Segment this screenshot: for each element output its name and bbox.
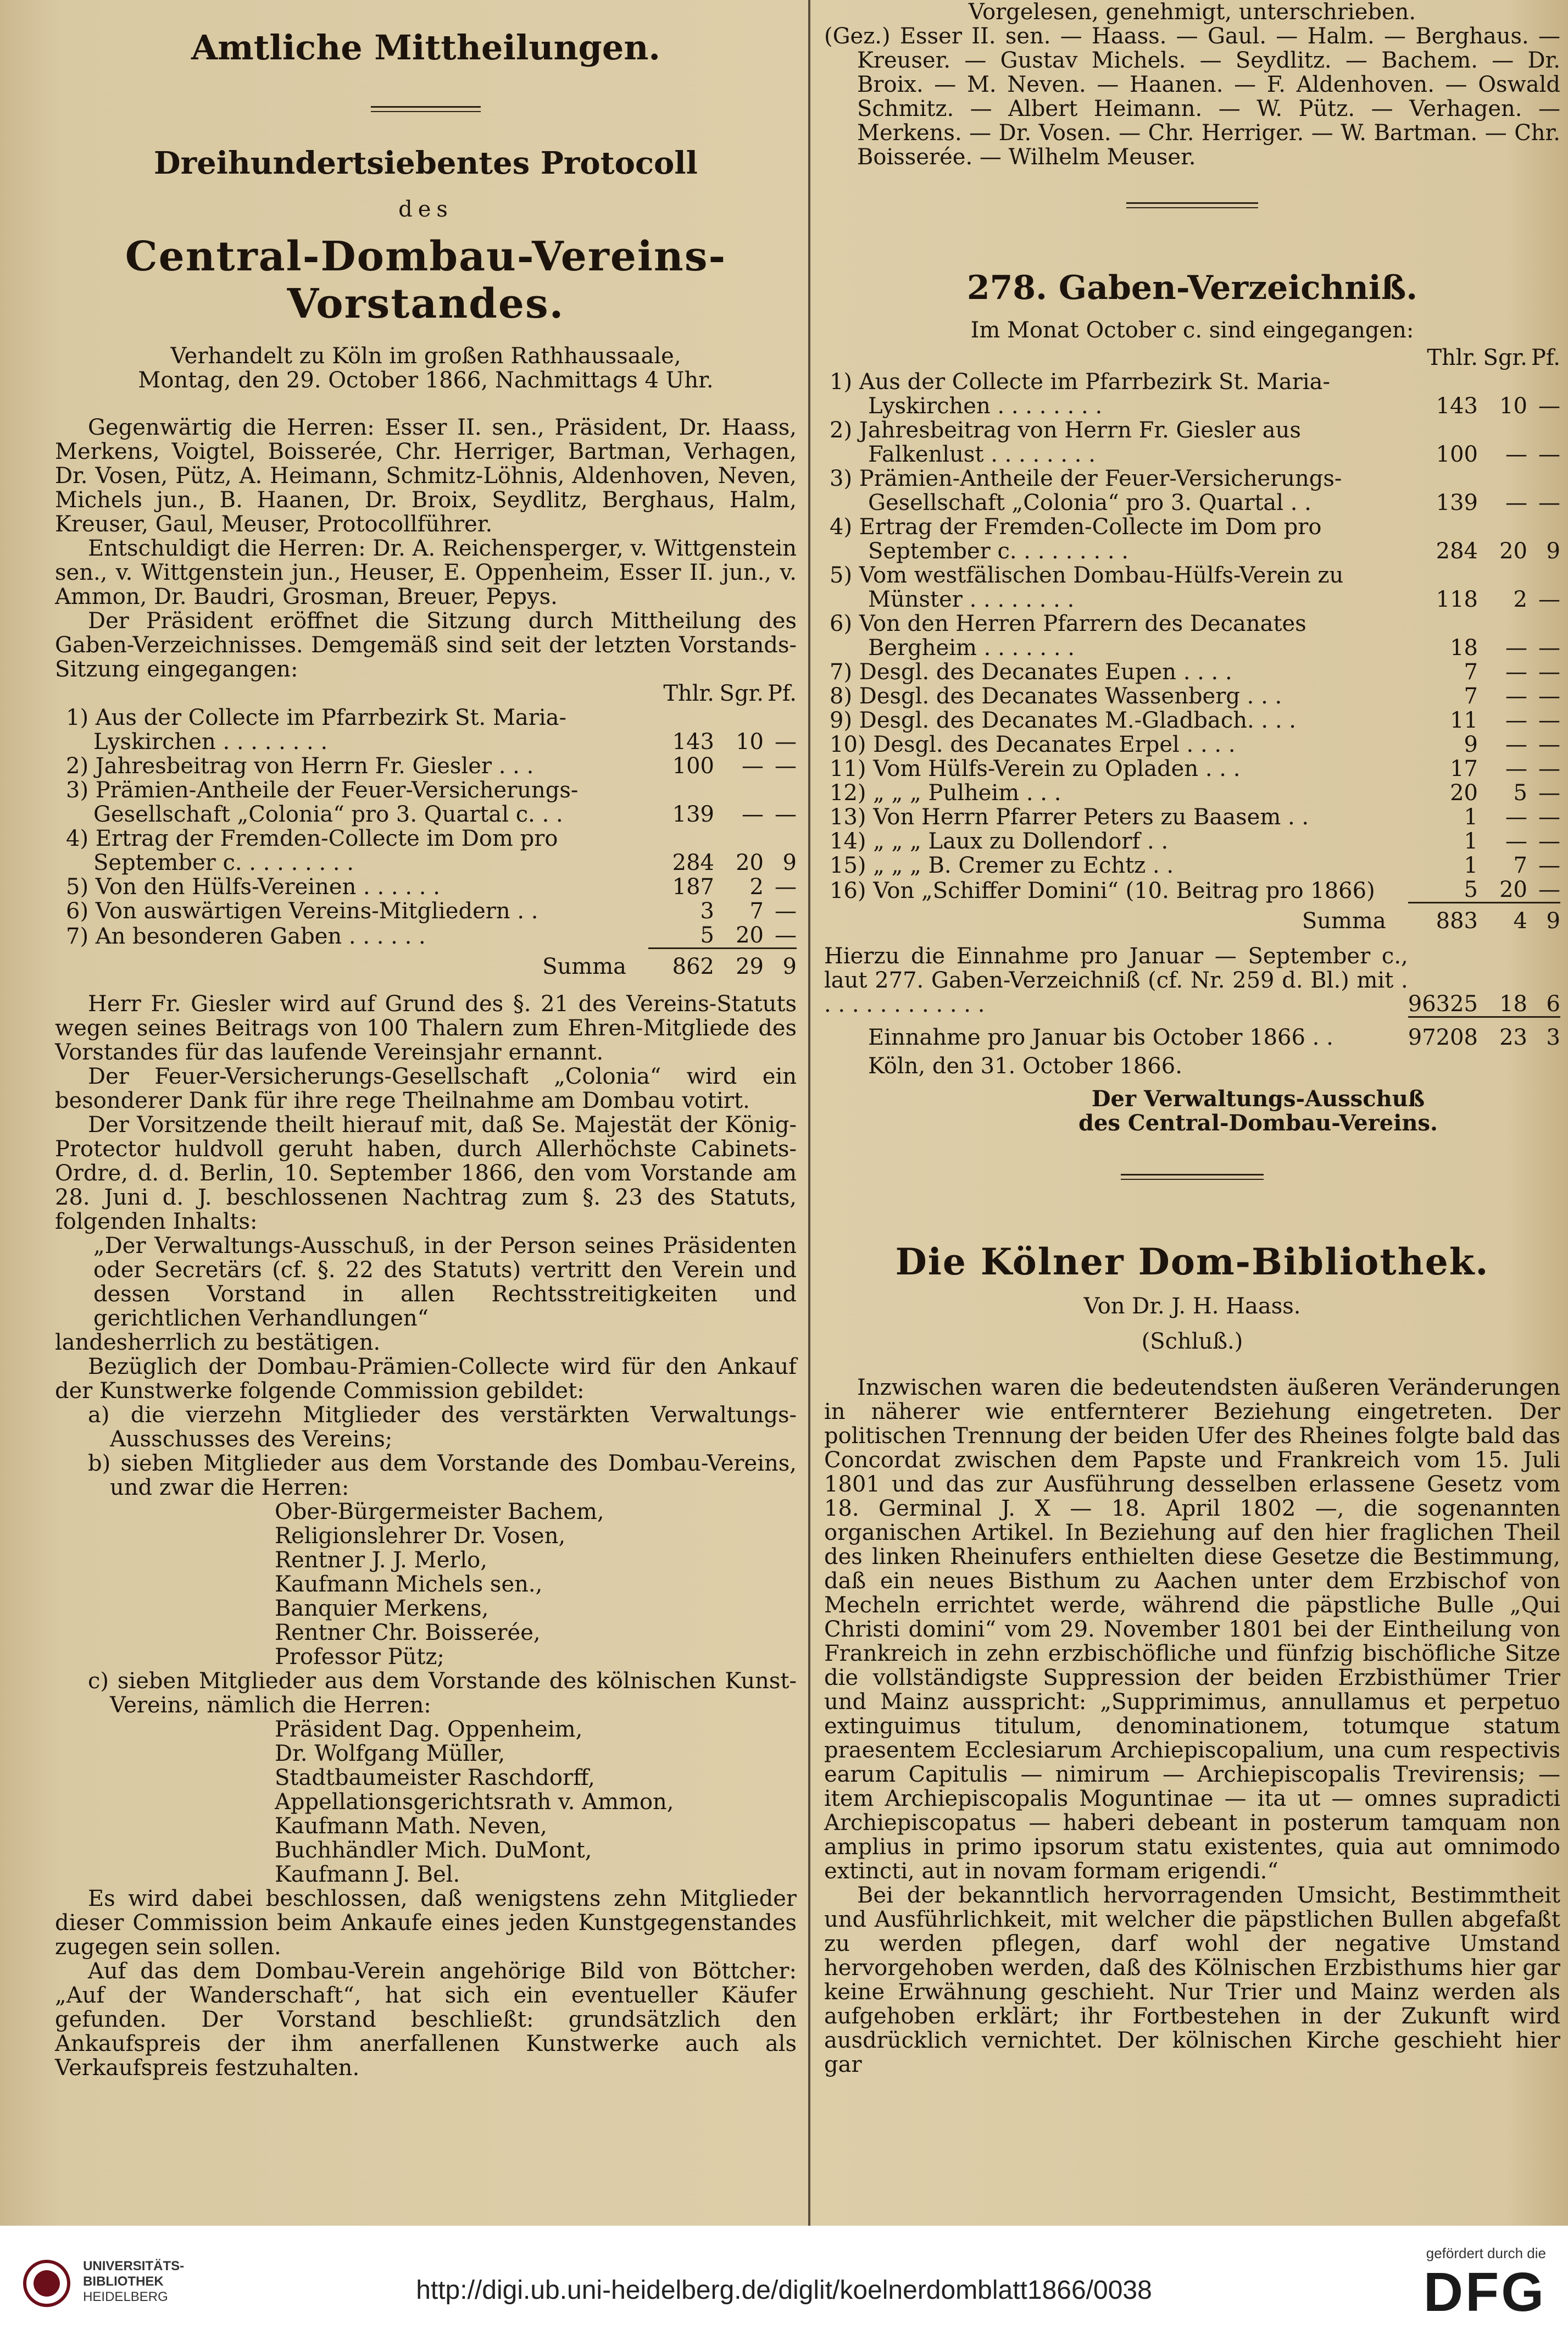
income-table [55,681,797,979]
section-title: Amtliche Mittheilungen. [191,27,660,68]
total-sgr: 23 [1478,1017,1527,1050]
table-row: 11) Vom Hülfs-Verein zu Opladen . . . 17 — — [830,756,1560,781]
list-item: Kaufmann J. Bel. [275,1862,460,1887]
statute-quote-end: landesherrlich zu bestätigen. [55,1330,381,1355]
list-item: Rentner J. J. Merlo, [275,1548,487,1573]
signature-line-2: des Central-Dombau-Vereins. [1078,1110,1438,1136]
names-list-b [275,1500,797,1669]
table-row: 15) „ „ „ B. Cremer zu Echtz . . 1 7 — [830,853,1560,878]
sum-sgr: 4 [1478,903,1527,934]
logo-line-2: BIBLIOTHEK [83,2274,164,2289]
protocol-main-title: Central-Dombau-Vereins-Vorstandes. [125,233,727,328]
article-title: Die Kölner Dom-Bibliothek. [895,1240,1489,1283]
gifts-table [824,346,1560,1050]
table-row: 5) Vom westfälischen Dombau-Hülfs-Verein zu Münster . . . . . . . . 118 2 — [830,563,1560,612]
table-row: 8) Desgl. des Decanates Wassenberg . . . 7 — — [830,684,1560,709]
statute-quote: „Der Verwaltungs-Ausschuß, in der Person seines Präsidenten oder Secretärs (cf. §. 22 des Statuts) vertritt den Verein und dessen Vorstand in allen Rechtsstreitigkeiten und gerichtlichen Verhandlungen“ [93,1233,797,1331]
article-part: (Schluß.) [1141,1328,1243,1354]
header-pf: Pf. [767,681,797,706]
table-row: 1) Aus der Collecte im Pfarrbezirk St. Maria-Lyskirchen . . . . . . . . 143 10 — [830,369,1560,419]
list-item: Dr. Wolfgang Müller, [275,1741,505,1766]
present-paragraph: Gegenwärtig die Herren: Esser II. sen., Präsident, Dr. Haass, Merkens, Voigtel, Boisserée, Chr. Herriger, Bartman, Verhagen, Dr. Vosen, Pütz, A. Heimann, Schmitz-Löhnis, Aldenhoven, Neven, Michels jun., B. Haanen, Dr. Broix, Seydlitz, Berghaus, Halm, Kreuser, Gaul, Meuser, Protocollführer. [55,415,797,537]
prior-thlr: 96325 [1408,991,1478,1017]
left-column [55,0,797,2080]
meeting-place: Verhandelt zu Köln im großen Rathhaussaale, [170,343,681,369]
beschlossen-paragraph: Es wird dabei beschlossen, daß wenigstens zehn Mitglieder dieser Commission beim Ankaufe eines jeden Kunstgegenstandes zugegen sein sollen. [55,1886,797,1960]
table-row: 7) An besonderen Gaben . . . . . . 5 20 — [66,923,797,949]
sum-row [824,903,1560,934]
total-thlr: 97208 [1408,1017,1478,1050]
header-thlr: Thlr. [1427,345,1478,370]
colonia-paragraph: Der Feuer-Versicherungs-Gesellschaft „Colonia“ wird ein besonderer Dank für ihre rege Theilnahme am Dombau votirt. [55,1064,797,1113]
footer-bar [0,2226,1568,2340]
table-row: 10) Desgl. des Decanates Erpel . . . . 9 — — [830,732,1560,757]
total-pf: 3 [1527,1017,1560,1050]
list-item: Rentner Chr. Boisserée, [275,1620,541,1645]
table-row: 2) Jahresbeitrag von Herrn Fr. Giesler aus Falkenlust . . . . . . . . 100 — — [830,418,1560,467]
sum-label: Summa [542,954,626,979]
section-rule [1126,202,1258,208]
article-paragraph-1: Inzwischen waren die bedeutendsten äußeren Veränderungen in näherer wie entfernterer Beziehung eingetreten. Der politischen Trennung der beiden Ufer des Rheines folgte bald das Concordat zwischen dem Papste und Frankreich vom 15. Juli 1801 und das zur Ausführung desselben erlassene Gesetz vom 18. Germinal J. X — 18. April 1802 —, die sogenannten organischen Artikel. In Beziehung auf den hier fraglichen Theil des linken Rheinufers enthielten diese Gesetze die Bestimmung, daß ein neues Bisthum zu Aachen unter dem Erzbischof von Mecheln errichtet werde, während die päpstliche Bulle „Qui Christi domini“ vom 29. November 1801 bei der Eintheilung von Frankreich in zehn erzbischöfliche und fünfzig bischöfliche Sitze die vollständigste Suppression der beiden Erzbisthümer Trier und Mainz ausspricht: „Supprimimus, annullamus et perpetuo extinguimus titulum, denominationem, totumque statum praesentem Ecclesiarum Archiepiscopalium, una cum respectivis earum Capitulis — nimirum — Archiepiscopalis Trevirensis; — item Archiepiscopalis Moguntinae — ita ut — omnes supradicti Archiepiscopatus — haberi debeant in posterum tamquam non amplius in primo ipsorum statu existentes, quia aut omnimodo extincti, aut in novam formam erigendi.“ [824,1374,1560,1884]
list-item: Kaufmann Math. Neven, [275,1814,547,1839]
sum-row [55,949,797,979]
list-item: Buchhändler Mich. DuMont, [275,1838,592,1863]
list-item: Appellationsgerichtsrath v. Ammon, [275,1789,674,1815]
dateline: Köln, den 31. October 1866. [868,1053,1182,1079]
income-table-header [55,681,797,706]
table-row: 2) Jahresbeitrag von Herrn Fr. Giesler . . . 100 — — [66,753,797,779]
header-sgr: Sgr. [1483,345,1527,370]
list-item: Präsident Dag. Oppenheim, [275,1717,583,1742]
table-row: 4) Ertrag der Fremden-Collecte im Dom pro September c. . . . . . . . . 284 20 9 [66,826,797,875]
header-sgr: Sgr. [719,681,764,706]
boettcher-paragraph: Auf das dem Dombau-Verein angehörige Bild von Böttcher: „Auf der Wanderschaft“, hat sich ein eventueller Käufer gefunden. Der Vorstand beschließt: grundsätzlich den Ankaufspreis der ihm anerfallenen Kunstwerke auch als Verkaufspreis festzuhalten. [55,1959,797,2081]
sum-thlr: 862 [648,949,714,979]
item-c: c) sieben Mitglieder aus dem Vorstande des kölnischen Kunst-Vereins, nämlich die Herren: [88,1668,797,1718]
logo-line-1: UNIVERSITÄTS- [83,2259,185,2274]
sum-pf: 9 [1527,903,1560,934]
header-pf: Pf. [1531,345,1560,370]
table-row: 14) „ „ „ Laux zu Dollendorf . . 1 — — [830,829,1560,854]
list-item: Stadtbaumeister Raschdorff, [275,1765,595,1790]
protocol-des: des [398,197,453,222]
article-author: Von Dr. J. H. Haass. [1083,1293,1301,1319]
names-list-c [275,1717,797,1887]
prior-income-text: Hierzu die Einnahme pro Januar — September c., laut 277. Gaben-Verzeichniß (cf. Nr. 259 d. Bl.) mit . . . . . . . . . . . . . [824,944,1408,1017]
meeting-date: Montag, den 29. October 1866, Nachmittags 4 Uhr. [138,368,714,393]
president-paragraph: Der Präsident eröffnet die Sitzung durch Mittheilung des Gaben-Verzeichnisses. Demgemäß sind seit der letzten Vorstands-Sitzung eingegangen: [55,608,797,682]
signature-line-1: Der Verwaltungs-Ausschuß [1091,1085,1425,1112]
gaben-intro: Im Monat October c. sind eingegangen: [970,318,1414,343]
article-paragraph-2: Bei der bekanntlich hervorragenden Umsicht, Bestimmtheit und Ausführlichkeit, mit welcher die päpstlichen Bullen abgefaßt zu werden pflegen, darf wohl der negative Umstand hervorgehoben werden, daß des Kölnischen Erzbisthums hier gar keine Erwähnung geschieht. Nur Trier und Mainz werden als aufgehoben erklärt; ihr Fortbestehen in der Zukunft wird ausdrücklich vernichtet. Der kölnischen Kirche geschieht hier gar [824,1882,1560,2077]
signatories: (Gez.) Esser II. sen. — Haass. — Gaul. — Halm. — Berghaus. — Kreuser. — Gustav Michels. — Seydlitz. — Bachem. — Dr. Broix. — M. Neven. — Haanen. — F. Aldenhoven. — Oswald Schmitz. — Albert Heimann. — W. Pütz. — Verhagen. — Merkens. — Dr. Vosen. — Chr. Herriger. — W. Bartman. — Chr. Boisserée. — Wilhelm Meuser. [824,24,1560,170]
dfg-logo[interactable] [1424,2245,1546,2322]
giesler-paragraph: Herr Fr. Giesler wird auf Grund des §. 21 des Vereins-Statuts wegen seines Beitrags von 100 Thalern zum Ehren-Mitgliede des Vorstandes für das laufende Vereinsjahr ernannt. [55,991,797,1065]
title-rule [371,106,481,112]
table-row: 3) Prämien-Antheile der Feuer-Versicherungs-Gesellschaft „Colonia“ pro 3. Quartal c. . . 139 — — [66,778,797,827]
sum-sgr: 29 [714,949,764,979]
table-row: 5) Von den Hülfs-Vereinen . . . . . . 187 2 — [66,874,797,900]
gifts-table-header [824,346,1560,370]
praemien-paragraph: Bezüglich der Dombau-Prämien-Collecte wird für den Ankauf der Kunstwerke folgende Commission gebildet: [55,1354,797,1404]
table-row: 3) Prämien-Antheile der Feuer-Versicherungs-Gesellschaft „Colonia“ pro 3. Quartal . . 139 — — [830,466,1560,515]
logo-line-3: HEIDELBERG [83,2289,168,2304]
vorsitzende-paragraph: Der Vorsitzende theilt hierauf mit, daß Se. Majestät der König-Protector huldvoll geruht haben, durch Allerhöchste Cabinets-Ordre, d. d. Berlin, 10. September 1866, den vom Vorstande am 28. Juni d. J. beschlossenen Nachtrag zum §. 23 des Statuts, folgenden Inhalts: [55,1112,797,1234]
article-rule [1121,1174,1264,1180]
right-column [824,0,1560,2077]
prior-pf: 6 [1546,991,1560,1017]
table-row: 6) Von den Herren Pfarrern des Decanates Bergheim . . . . . . . 18 — — [830,611,1560,661]
table-row: 1) Aus der Collecte im Pfarrbezirk St. Maria-Lyskirchen . . . . . . . . 143 10 — [66,705,797,755]
header-thlr: Thlr. [663,681,714,706]
table-row: 9) Desgl. des Decanates M.-Gladbach. . . . 11 — — [830,708,1560,733]
dfg-wordmark: DFG [1423,2261,1546,2323]
funded-by-text: gefördert durch die [1426,2245,1546,2261]
table-row: 13) Von Herrn Pfarrer Peters zu Baasem . . 1 — — [830,805,1560,830]
protocol-title: Dreihundertsiebentes Protocoll [154,145,698,181]
sum-thlr: 883 [1408,903,1478,934]
column-divider [808,0,810,2226]
total-row [824,1017,1560,1050]
item-b: b) sieben Mitglieder aus dem Vorstande des Dombau-Vereins, und zwar die Herren: [88,1451,797,1500]
excused-paragraph: Entschuldigt die Herren: Dr. A. Reichensperger, v. Wittgenstein sen., v. Wittgenstein jun., Heuser, E. Oppenheim, Esser II. jun., v. Ammon, Dr. Baudri, Grosman, Breuer, Pepys. [55,536,797,609]
table-row: 16) Von „Schiffer Domini“ (10. Beitrag pro 1866) 5 20 — [830,877,1560,903]
sum-pf: 9 [764,949,797,979]
list-item: Professor Pütz; [275,1644,444,1670]
table-row: 12) „ „ „ Pulheim . . . 20 5 — [830,780,1560,806]
sum-label: Summa [1302,908,1386,934]
prior-income-row [824,933,1560,1017]
total-text: Einnahme pro Januar bis October 1866 . . [868,1024,1333,1050]
table-row: 6) Von auswärtigen Vereins-Mitgliedern . . 3 7 — [66,899,797,924]
table-row: 7) Desgl. des Decanates Eupen . . . . 7 — — [830,659,1560,685]
list-item: Banquier Merkens, [275,1596,489,1621]
list-item: Kaufmann Michels sen., [275,1572,543,1597]
list-item: Ober-Bürgermeister Bachem, [275,1499,604,1524]
table-row: 4) Ertrag der Fremden-Collecte im Dom pro September c. . . . . . . . . 284 20 9 [830,514,1560,564]
item-a: a) die vierzehn Mitglieder des verstärkten Verwaltungs-Ausschusses des Vereins; [88,1402,797,1452]
source-url-link[interactable]: http://digi.ub.uni-heidelberg.de/diglit/koelnerdomblatt1866/0038 [416,2276,1152,2305]
gaben-title: 278. Gaben-Verzeichniß. [966,269,1418,307]
read-approved: Vorgelesen, genehmigt, unterschrieben. [968,0,1416,25]
prior-sgr: 18 [1499,991,1527,1017]
list-item: Religionslehrer Dr. Vosen, [275,1523,566,1549]
